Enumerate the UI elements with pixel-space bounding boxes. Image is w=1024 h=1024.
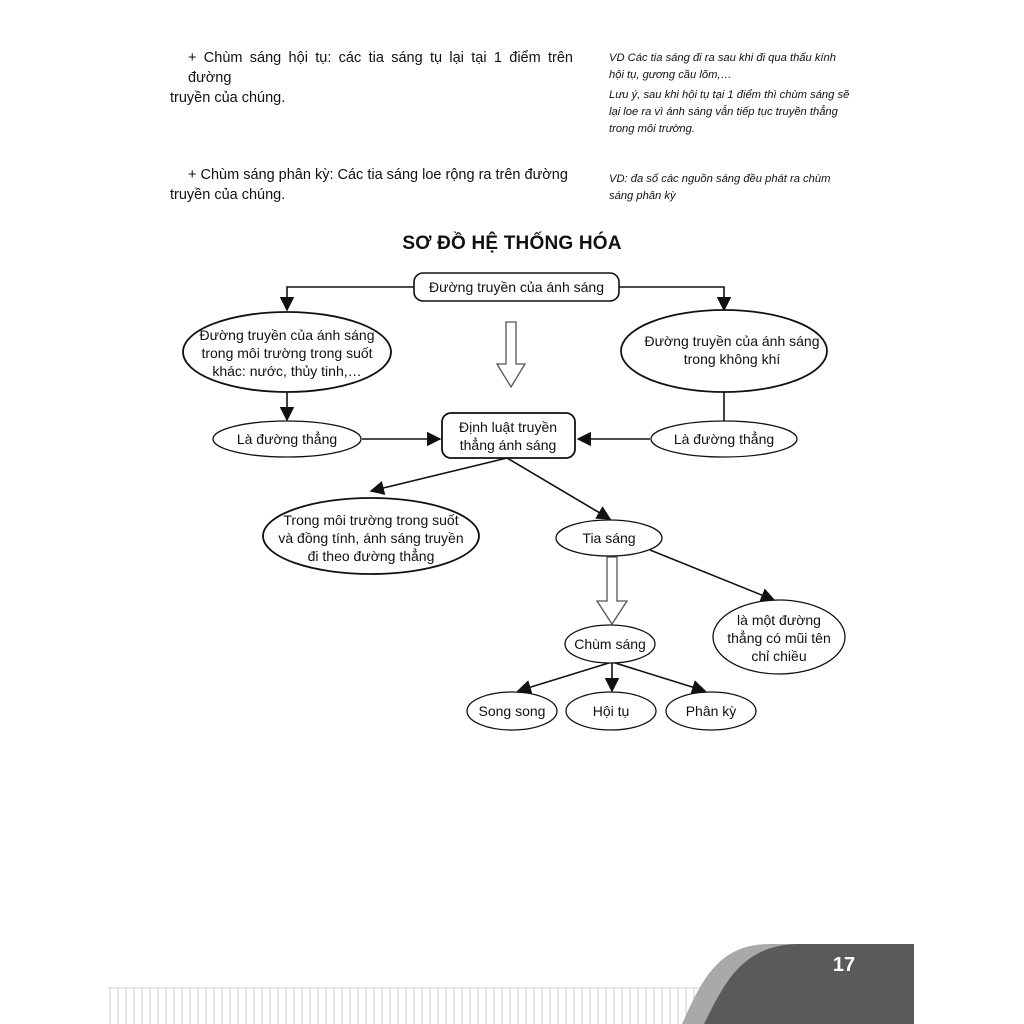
node-label: trong môi trường trong suốt [201, 345, 373, 361]
node-label: Song song [478, 703, 546, 719]
node-label: Phân kỳ [685, 703, 737, 719]
node-label: trong không khí [683, 351, 781, 367]
paragraph-line: truyền của chúng. [170, 187, 286, 203]
note-line: hội tụ, gương cầu lõm,… [609, 69, 732, 81]
paragraph-line: + Chùm sáng hội tụ: các tia sáng tụ lại tại 1 điểm trên đường [188, 50, 573, 86]
node-label: Tia sáng [582, 530, 636, 546]
footer-stripes [108, 988, 700, 1024]
node-label: thẳng ánh sáng [459, 437, 557, 453]
node-label: Đường truyền của ánh sáng [644, 333, 820, 349]
node-label: chỉ chiều [751, 648, 807, 664]
node-label: Trong môi trường trong suốt [283, 512, 459, 528]
node-label: đi theo đường thẳng [307, 548, 435, 564]
diagram-title: SƠ ĐỒ HỆ THỐNG HÓA [402, 233, 622, 254]
node-label: Định luật truyền [458, 419, 558, 435]
node-label: Đường truyền của ánh sáng [429, 279, 604, 295]
node-label: Là đường thẳng [673, 431, 775, 447]
node-label: Hội tụ [592, 703, 630, 719]
note-line: VD: đa số các nguồn sáng đều phát ra chùm [609, 173, 831, 185]
node-label: Đường truyền của ánh sáng [199, 327, 375, 343]
node-label: Là đường thẳng [236, 431, 338, 447]
note-line: lại loe ra vì ánh sáng vẫn tiếp tục truyền thẳng [609, 106, 838, 118]
node-label: thẳng có mũi tên [727, 630, 831, 646]
paragraph-line: truyền của chúng. [170, 90, 286, 106]
page-number: 17 [832, 954, 856, 976]
note-line: sáng phân kỳ [609, 190, 676, 202]
note-line: Lưu ý, sau khi hội tụ tại 1 điểm thì chùm sáng sẽ [609, 89, 850, 101]
node-label: và đồng tính, ánh sáng truyền [278, 530, 464, 546]
note-line: trong môi trường. [609, 123, 695, 135]
node-label: khác: nước, thủy tinh,… [212, 363, 362, 379]
node-label: là một đường [737, 612, 821, 628]
paragraph-line: + Chùm sáng phân kỳ: Các tia sáng loe rộng ra trên đường [188, 167, 568, 183]
node-label: Chùm sáng [574, 636, 646, 652]
note-line: VD Các tia sáng đi ra sau khi đi qua thấu kính [609, 52, 836, 64]
